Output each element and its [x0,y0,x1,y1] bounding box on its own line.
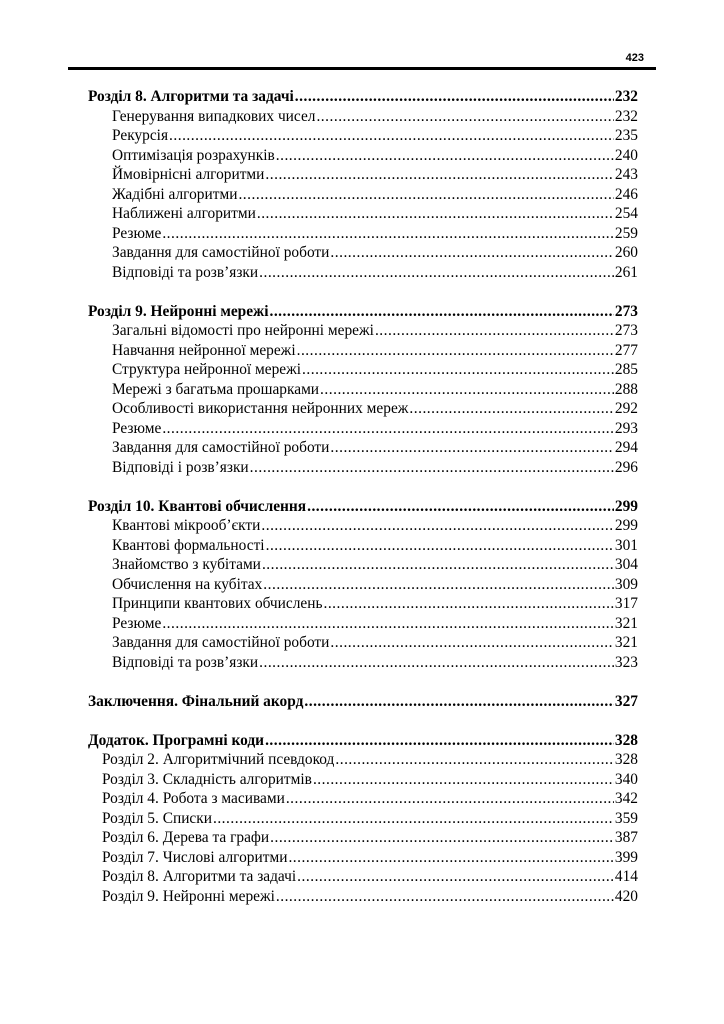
toc-dot-leader [304,692,614,712]
toc-dot-leader [162,224,614,244]
toc-dot-leader [375,321,614,341]
toc-dot-leader [250,458,614,478]
toc-entry-title: Наближені алгоритми [112,205,256,222]
toc-entry-page: 342 [614,790,638,807]
toc-dot-leader [266,536,614,556]
toc-section-entry [88,887,638,907]
toc-entry-page: 254 [614,205,638,222]
toc-spacer [88,282,638,302]
page-number: 423 [625,52,644,64]
toc-entry-page: 296 [614,458,638,476]
toc-entry-page: 304 [614,556,638,573]
toc-spacer [88,711,638,731]
toc-dot-leader [302,360,614,380]
toc-entry-page: 240 [614,146,638,164]
toc-entry-page: 235 [614,127,638,144]
toc-section-entry [88,867,638,887]
toc-entry-title: Розділ 8. Алгоритми та задачі [88,88,294,105]
toc-dot-leader [169,126,614,146]
toc-section-entry [88,224,638,244]
toc-entry-page: 321 [614,614,638,632]
toc-spacer [88,477,638,497]
toc-dot-leader [297,341,614,361]
toc-entry-title: Загальні відомості про нейронні мережі [112,322,374,339]
toc-entry-page: 273 [614,302,638,320]
toc-entry-title: Розділ 4. Робота з масивами [102,790,285,807]
toc-entry-page: 321 [614,634,638,651]
toc-dot-leader [276,887,614,907]
toc-entry-page: 399 [614,848,638,866]
toc-entry-title: Відповіді і розв’язки [112,458,249,476]
toc-dot-leader [330,438,614,458]
toc-entry-title: Рекурсія [112,127,169,144]
toc-dot-leader [323,594,613,614]
toc-entry-page: 301 [614,536,638,554]
toc-chapter-entry [88,497,638,517]
toc-entry-page: 232 [614,107,638,125]
toc-entry-page: 323 [614,653,638,671]
toc-section-entry [88,204,638,224]
toc-entry-page: 299 [614,517,638,534]
toc-dot-leader [265,731,614,751]
toc-entry-page: 340 [614,770,638,788]
toc-entry-title: Відповіді та розв’язки [112,653,259,671]
toc-entry-page: 327 [614,692,638,710]
toc-entry-title: Принципи квантових обчислень [112,595,323,612]
toc-entry-page: 414 [614,868,638,885]
toc-dot-leader [162,614,614,634]
toc-entry-title: Розділ 5. Списки [102,809,212,827]
toc-entry-title: Оптимізація розрахунків [112,146,275,164]
toc-chapter-entry [88,87,638,107]
toc-entry-title: Заключення. Фінальний акорд [88,692,304,710]
toc-section-entry [88,341,638,361]
toc-section-entry [88,809,638,829]
toc-entry-title: Додаток. Програмні коди [88,731,265,749]
toc-dot-leader [213,809,614,829]
toc-chapter-entry [88,731,638,751]
toc-entry-title: Розділ 10. Квантові обчислення [88,497,307,515]
toc-dot-leader [270,828,614,848]
toc-section-entry [88,185,638,205]
toc-entry-page: 259 [614,224,638,242]
header-rule [68,67,656,70]
toc-entry-page: 292 [614,400,638,417]
toc-dot-leader [295,87,614,107]
toc-section-entry [88,360,638,380]
toc-entry-title: Квантові формальності [112,536,265,554]
toc-entry-page: 420 [614,887,638,905]
toc-entry-title: Розділ 7. Числові алгоритми [102,848,288,866]
toc-entry-title: Жадібні алгоритми [112,185,238,203]
toc-entry-page: 260 [614,244,638,261]
toc-entry-title: Особливості використання нейронних мереж [112,400,409,417]
toc-entry-title: Завдання для самостійної роботи [112,634,330,651]
toc-entry-page: 328 [614,751,638,768]
toc-section-entry [88,653,638,673]
toc-dot-leader [409,399,614,419]
toc-entry-title: Резюме [112,419,162,437]
toc-chapter-entry [88,302,638,322]
toc-dot-leader [261,516,614,536]
toc-entry-title: Знайомство з кубітами [112,556,261,573]
toc-entry-title: Розділ 8. Алгоритми та задачі [102,868,297,885]
toc-dot-leader [162,419,614,439]
toc-entry-title: Розділ 9. Нейронні мережі [88,302,269,320]
toc-section-entry [88,146,638,166]
toc-entry-page: 387 [614,829,638,846]
toc-section-entry [88,380,638,400]
toc-entry-title: Резюме [112,614,162,632]
toc-entry-title: Квантові мікрооб’єкти [112,517,261,534]
toc-dot-leader [316,107,613,127]
toc-entry-title: Завдання для самостійної роботи [112,244,330,261]
toc-dot-leader [276,146,614,166]
toc-section-entry [88,828,638,848]
toc-entry-page: 243 [614,166,638,183]
table-of-contents [88,87,638,906]
toc-entry-page: 246 [614,185,638,203]
toc-section-entry [88,399,638,419]
toc-entry-page: 288 [614,380,638,398]
toc-entry-title: Розділ 6. Дерева та графи [102,829,270,846]
toc-dot-leader [307,497,614,517]
toc-dot-leader [262,555,614,575]
toc-section-entry [88,770,638,790]
toc-entry-title: Структура нейронної мережі [112,361,302,378]
toc-section-entry [88,614,638,634]
toc-entry-page: 299 [614,497,638,515]
toc-section-entry [88,633,638,653]
toc-dot-leader [259,263,614,283]
toc-section-entry [88,165,638,185]
toc-entry-page: 293 [614,419,638,437]
toc-dot-leader [330,243,614,263]
toc-dot-leader [330,633,614,653]
toc-dot-leader [288,848,613,868]
toc-dot-leader [286,789,614,809]
toc-spacer [88,672,638,692]
toc-section-entry [88,438,638,458]
toc-entry-page: 328 [614,731,638,749]
toc-entry-title: Розділ 9. Нейронні мережі [102,887,275,905]
toc-section-entry [88,575,638,595]
toc-section-entry [88,419,638,439]
toc-section-entry [88,848,638,868]
toc-entry-page: 261 [614,263,638,281]
toc-entry-page: 359 [614,809,638,827]
toc-entry-title: Розділ 3. Складність алгоритмів [102,770,312,788]
toc-dot-leader [335,750,614,770]
toc-entry-page: 285 [614,361,638,378]
toc-entry-title: Розділ 2. Алгоритмічний псевдокод [102,751,335,768]
toc-entry-title: Резюме [112,224,162,242]
toc-entry-title: Обчислення на кубітах [112,575,263,593]
toc-section-entry [88,321,638,341]
toc-section-entry [88,789,638,809]
toc-section-entry [88,263,638,283]
toc-section-entry [88,555,638,575]
toc-entry-title: Генерування випадкових чисел [112,107,316,125]
toc-section-entry [88,594,638,614]
toc-entry-page: 232 [614,88,638,105]
toc-dot-leader [257,204,614,224]
toc-entry-title: Завдання для самостійної роботи [112,439,330,456]
toc-section-entry [88,516,638,536]
toc-dot-leader [320,380,614,400]
toc-entry-title: Мережі з багатьма прошарками [112,380,320,398]
toc-section-entry [88,243,638,263]
toc-entry-page: 317 [614,595,638,612]
toc-dot-leader [313,770,614,790]
toc-entry-page: 273 [614,322,638,339]
toc-entry-page: 294 [614,439,638,456]
toc-chapter-entry [88,692,638,712]
toc-dot-leader [265,165,614,185]
toc-dot-leader [269,302,613,322]
toc-entry-page: 309 [614,575,638,593]
toc-dot-leader [263,575,614,595]
toc-section-entry [88,536,638,556]
toc-section-entry [88,458,638,478]
toc-dot-leader [238,185,613,205]
toc-section-entry [88,126,638,146]
toc-dot-leader [259,653,614,673]
toc-entry-title: Відповіді та розв’язки [112,263,259,281]
toc-entry-page: 277 [614,341,638,359]
toc-section-entry [88,750,638,770]
toc-entry-title: Навчання нейронної мережі [112,341,296,359]
toc-entry-title: Ймовірнісні алгоритми [112,166,265,183]
toc-dot-leader [297,867,614,887]
toc-section-entry [88,107,638,127]
